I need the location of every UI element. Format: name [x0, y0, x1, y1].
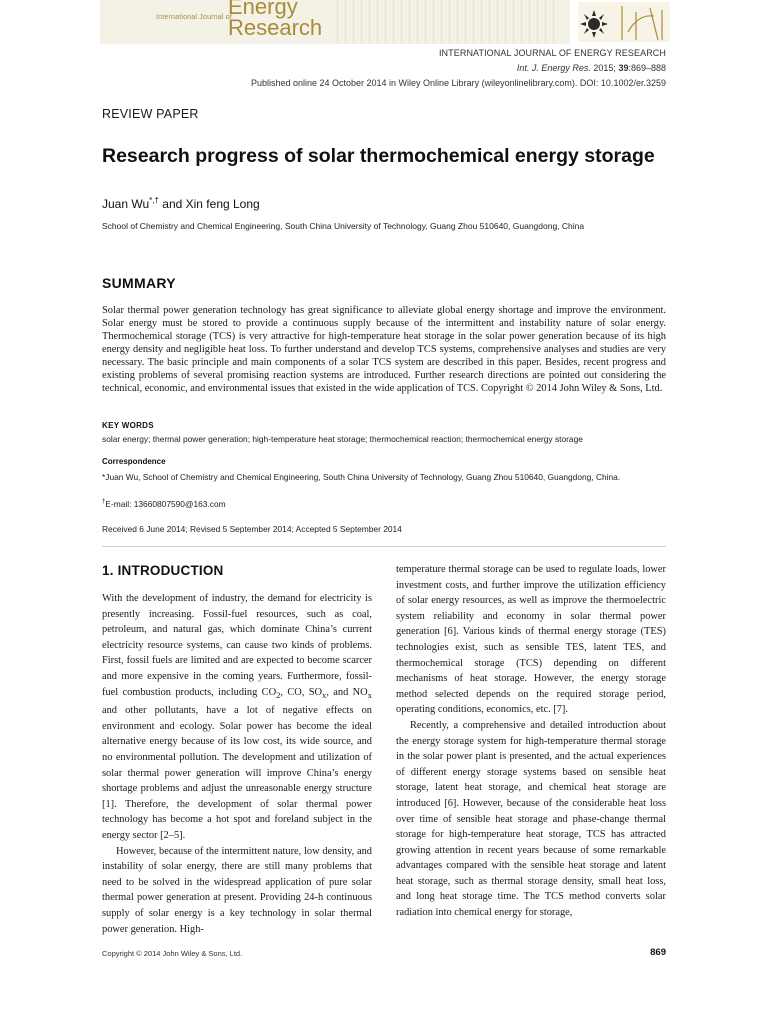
author-first: Juan Wu — [102, 197, 150, 211]
masthead-small-text: International Journal of — [156, 14, 233, 21]
author-list — [102, 196, 260, 211]
citation-year: 2015; — [593, 63, 616, 73]
author-marks: *,† — [149, 196, 159, 205]
masthead-word-research: Research — [228, 15, 323, 40]
intro-paragraph-3: temperature thermal storage can be used to regulate loads, lower investment costs, and further improve the utilization efficiency of solar energy resources, as well as improve the thermoelectric system reliability and economy in solar thermal power generation [6]. Various kinds of thermal energy storage (TES) technologies exist, such as sensible TES, latent TES, and thermochemical storage (TCS) depending on different mechanisms of heat storage. However, the energy storage method selected depends on the required storage period, operating conditions, economics, etc. [7]. — [396, 564, 666, 716]
correspondence-email — [102, 499, 226, 509]
summary-text: Solar thermal power generation technology has great significance to alleviate global energy shortage and improve the environment. Solar energy must be stored to provide a continuous supply because of the intermittent and instability nature of solar energy. Thermochemical storage (TCS) is very attractive for high-temperature heat storage in the solar power generation because of its high energy density and negligible heat loss. To further understand and develop TCS systems, comprehensive analyses and studies are very necessary. The basic principle and main components of a solar TCS system are described in this paper. Besides, recent progress and existing problems of several promising reaction systems are introduced. Further research directions are pointed out considering the technical, economic, and environmental issues that existed in the wide application of TCS. Copyright © 2014 John Wiley & Sons, Ltd. — [102, 305, 666, 394]
intro-heading: 1. INTRODUCTION — [102, 563, 224, 578]
article-title: Research progress of solar thermochemical energy storage — [102, 145, 655, 167]
citation-pages: :869–888 — [628, 63, 666, 73]
body-column-right — [396, 562, 666, 921]
correspondence-heading: Correspondence — [102, 457, 166, 466]
summary-heading: SUMMARY — [102, 275, 176, 291]
masthead-stripes — [330, 0, 560, 44]
affiliation: School of Chemistry and Chemical Engineering, South China University of Technology, Guang Zhou 510640, Guangdong, China — [102, 221, 585, 231]
intro-paragraph-2: However, because of the intermittent nature, low density, and instability of solar energy, there are still many problems that need to be solved in the widespread application of pure solar thermal power generation at present. Providing 24-h continuous supply of solar energy is a key technology in solar thermal power generation. High- — [102, 845, 372, 935]
keywords-text: solar energy; thermal power generation; high-temperature heat storage; thermochemical reaction; thermochemical energy storage — [102, 434, 583, 444]
footer-copyright: Copyright © 2014 John Wiley & Sons, Ltd. — [102, 949, 243, 958]
email-link[interactable]: E-mail: 13660807590@163.com — [105, 499, 226, 509]
correspondence-text: *Juan Wu, School of Chemistry and Chemical Engineering, South China University of Technology, Guang Zhou 510640, Guangdong, China. — [102, 472, 621, 482]
citation-abbrev: Int. J. Energy Res. — [516, 63, 591, 73]
citation — [517, 63, 666, 73]
submission-dates: Received 6 June 2014; Revised 5 September 2014; Accepted 5 September 2014 — [102, 524, 402, 534]
publication-info: Published online 24 October 2014 in Wiley Online Library (wileyonlinelibrary.com). DOI: 10.1002/er.3259 — [250, 78, 666, 88]
masthead-word-energy: Energy — [228, 0, 298, 19]
page-number: 869 — [650, 947, 666, 958]
journal-masthead — [100, 0, 670, 44]
author-rest: and Xin feng Long — [158, 197, 260, 211]
journal-name: INTERNATIONAL JOURNAL OF ENERGY RESEARCH — [438, 48, 666, 58]
body-column-left — [102, 591, 372, 937]
intro-paragraph-1: With the development of industry, the demand for electricity is presently increasing. Fossil-fuel resources, such as coal, petroleum, and natural gas, which dominate China’s current electricity resource systems, can cause two kinds of problems. First, fossil fuels are limited and are expected to become scarcer and more expensive in the coming years. Furthermore, fossil-fuel combustion products, including $CO_2$, CO, $SO_x$, and $NO_x$ and other pollutants, have a lot of negative effects on environment and ecology. Solar power has become the ideal alternative energy because of its low cost, its wide source, and no environmental pollution. The development and utilization of solar thermal power generation will improve China’s energy shortage problems and adjust the unreasonable energy structure [1]. Therefore, the development of solar thermal power technology has become a hot spot and foreland subject in the energy sector [2–5]. — [102, 593, 372, 841]
article-type: REVIEW PAPER — [102, 107, 199, 121]
sun-logo-icon — [578, 2, 670, 42]
keywords-heading: KEY WORDS — [102, 421, 154, 430]
section-divider — [102, 546, 666, 547]
intro-paragraph-4: Recently, a comprehensive and detailed introduction about the energy storage system for high-temperature thermal storage in the solar power plant is presented, and the actual experiences of different energy storage systems based on sensible heat storage, latent heat storage, and chemical heat storage are introduced [6]. However, because of the considerable heat loss over time of sensible heat storage and phase-change thermal storage for high-temperature heat storage, TCS has attracted growing attention in recent years because of some remarkable advantages compared with the sensible heat storage and latent heat storage, such as thermal storage density, small heat loss, and long heat storage time. The TCS method converts solar radiation into chemical energy for storage, — [396, 719, 666, 919]
citation-volume: 39 — [618, 63, 629, 73]
email-mark: † — [102, 499, 106, 506]
